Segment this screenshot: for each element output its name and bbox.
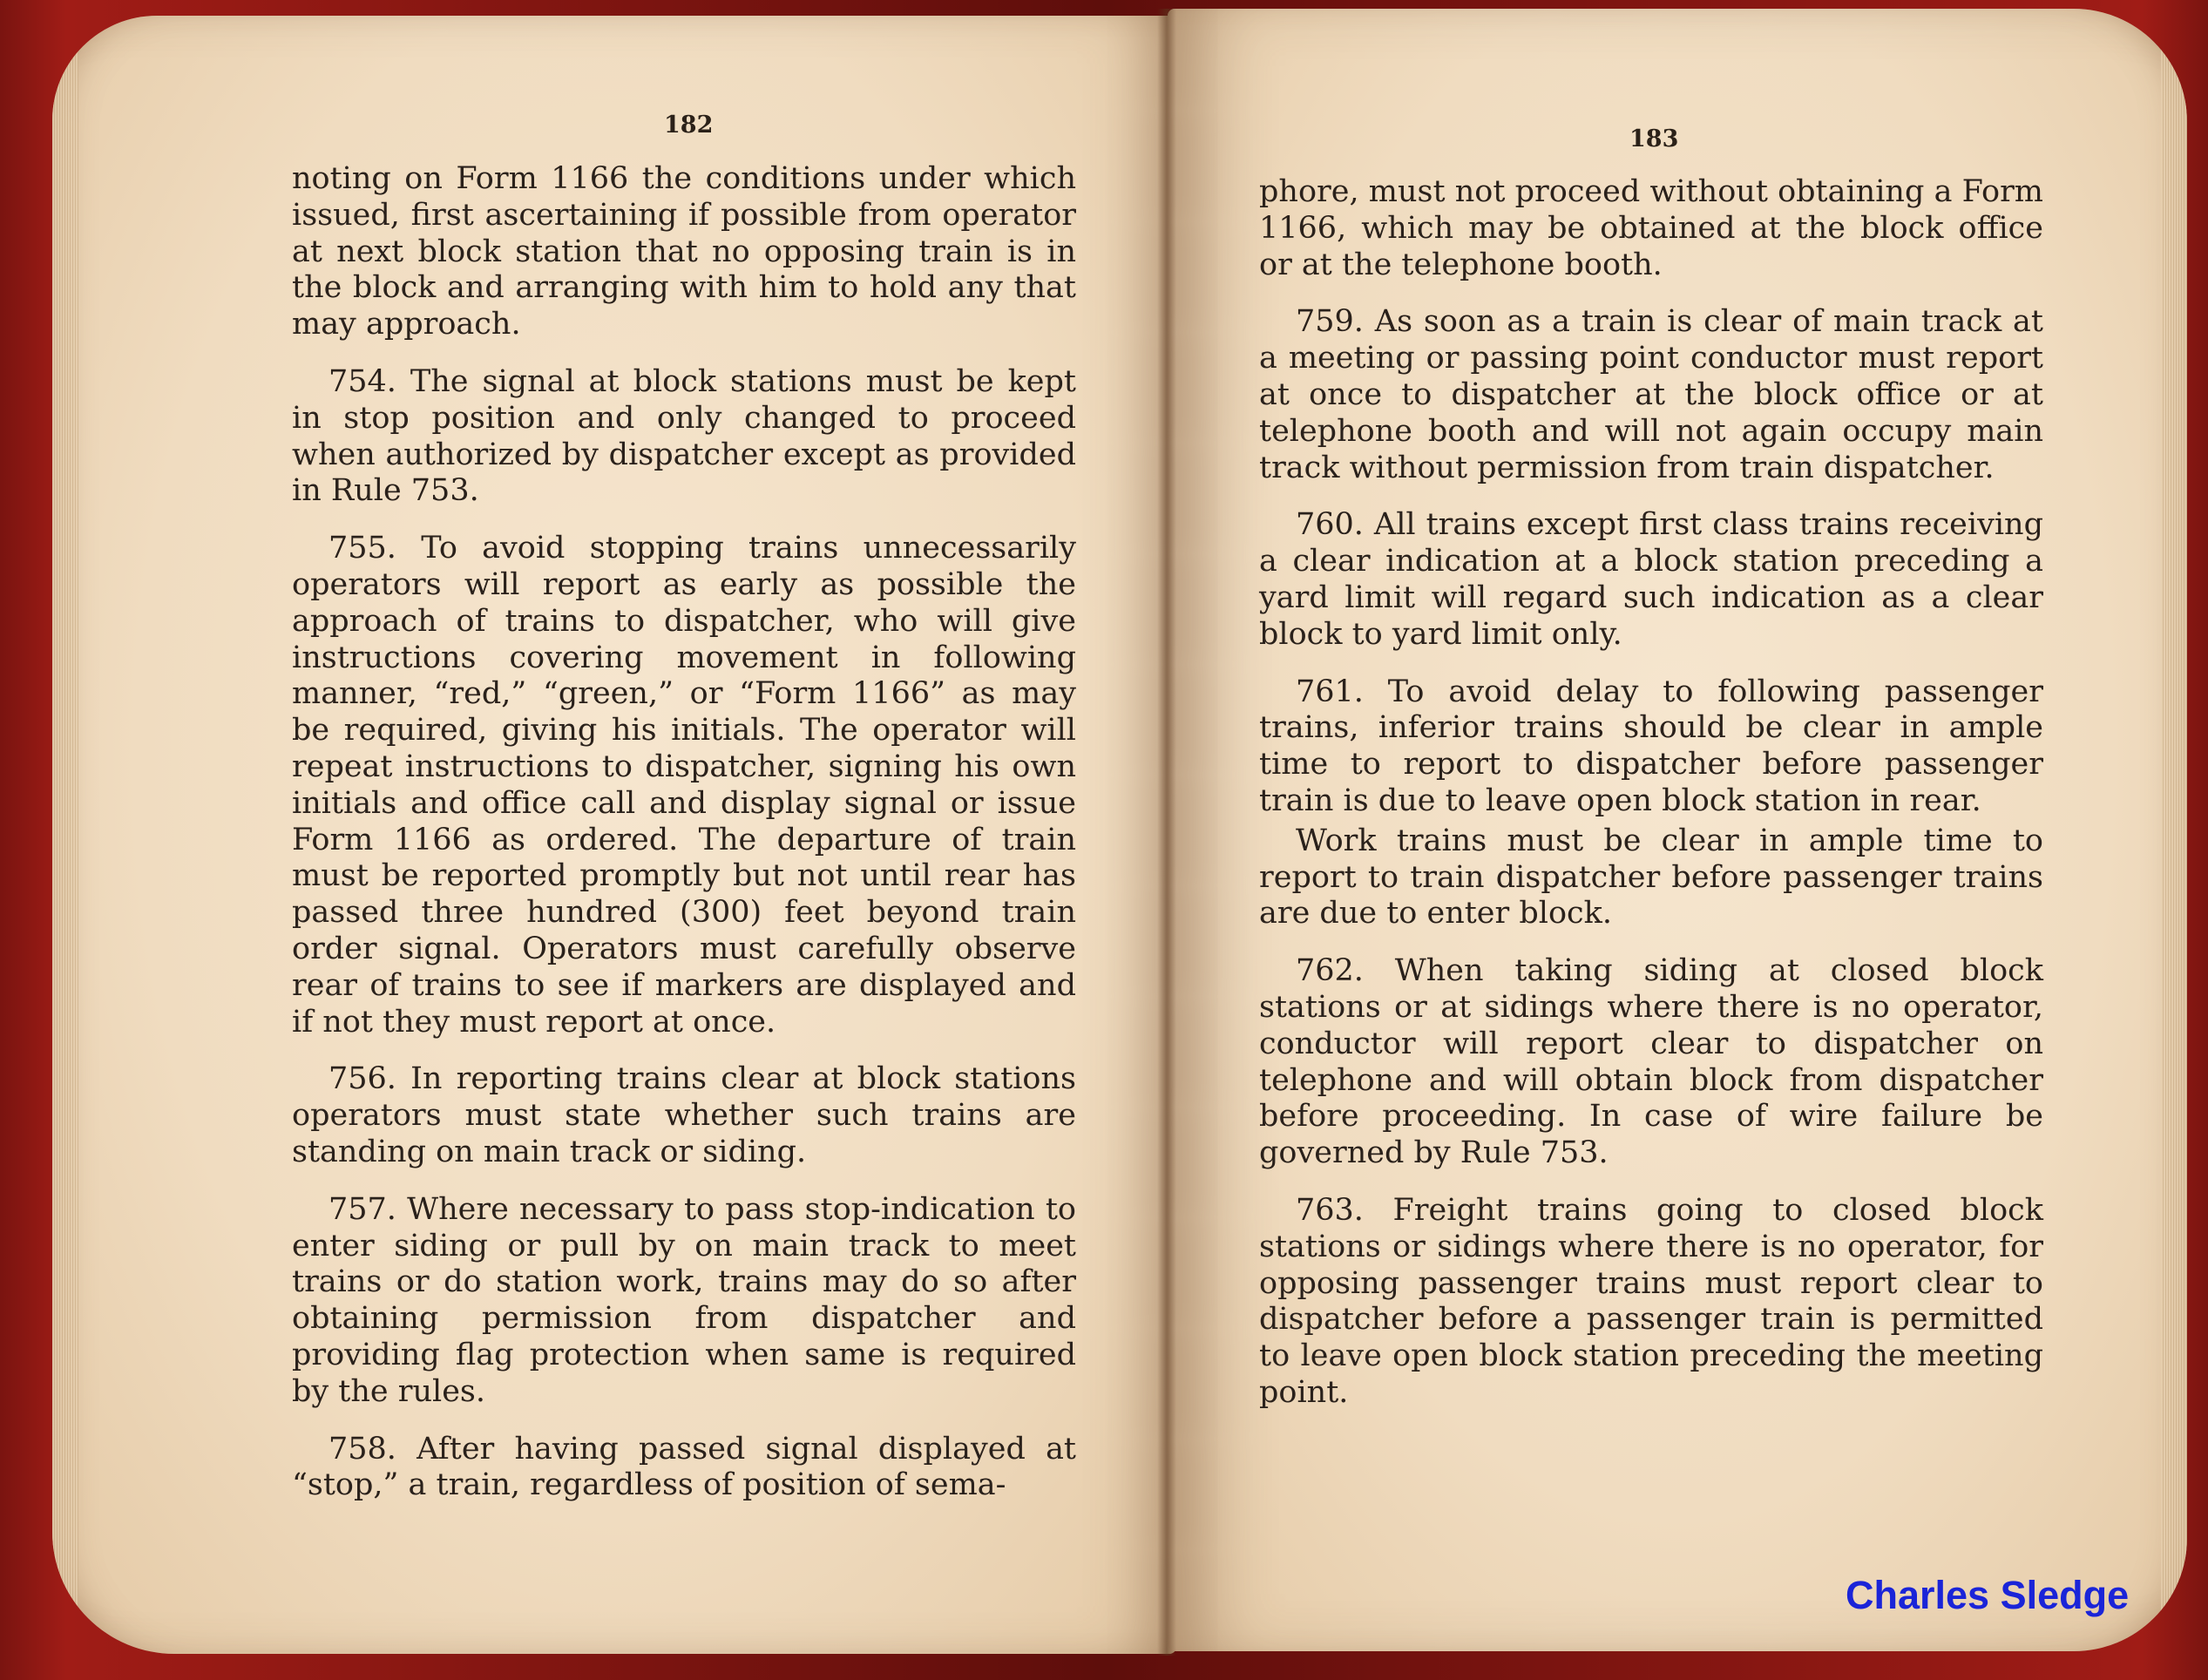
paragraph-rule-759: 759. As soon as a train is clear of main track at a meeting or passing point conductor must report at once to dispatcher at the block office or at telephone booth and will not again occupy main track without permission from train dispatcher. [1259, 304, 2043, 485]
paragraph-rule-754: 754. The signal at block stations must be kept in stop position and only changed to proceed when authorized by dispatcher except as provided in Rule 753. [292, 363, 1076, 509]
book-gutter [1157, 9, 1176, 1656]
paragraph-rule-760: 760. All trains except first class trains receiving a clear indication at a block station preceding a yard limit will regard such indication as a clear block to yard limit only. [1259, 507, 2043, 652]
left-page-number: 182 [664, 112, 714, 139]
right-page-text [1259, 174, 2043, 1412]
paragraph-rule-762: 762. When taking siding at closed block stations or at sidings where there is no operator, conductor will report clear to dispatcher on telephone and will obtain block from dispatcher before proceeding. In case of wire failure be governed by Rule 753. [1259, 953, 2043, 1171]
page-edge [52, 42, 78, 1628]
left-page-text [292, 161, 1076, 1504]
paragraph-rule-755: 755. To avoid stopping trains unnecessarily operators will report as early as possible the approach of trains to dispatcher, who will give instructions covering movement in following manner, “red,” “green,” or “Form 1166” as may be required, giving his initials. The operator will repeat instructions to dispatcher, signing his own initials and office call and display signal or issue Form 1166 as ordered. The departure of train must be reported promptly but not until rear has passed three hundred (300) feet beyond train order signal. Operators must carefully observe rear of trains to see if markers are displayed and if not they must report at once. [292, 531, 1076, 1040]
paragraph-continued: noting on Form 1166 the conditions under which issued, first ascertaining if possible from operator at next block station that no opposing train is in the block and arranging with him to hold any that may approach. [292, 161, 1076, 342]
paragraph-rule-756: 756. In reporting trains clear at block stations operators must state whether such trains are standing on main track or siding. [292, 1061, 1076, 1169]
paragraph-rule-761: 761. To avoid delay to following passenger trains, inferior trains should be clear in ample time to report to dispatcher before passenger train is due to leave open block station in rear. [1259, 674, 2043, 818]
paragraph-rule-763: 763. Freight trains going to closed block stations or sidings where there is no operator, for opposing passenger trains must report clear to dispatcher before a passenger train is permitted to leave open block station preceding the meeting point. [1259, 1192, 2043, 1410]
paragraph-continued: phore, must not proceed without obtaining a Form 1166, which may be obtained at the block office or at the telephone booth. [1259, 174, 2043, 282]
paragraph-rule-757: 757. Where necessary to pass stop-indication to enter siding or pull by on main track to meet trains or do station work, trains may do so after obtaining permission from dispatcher and providing flag protection when same is required by the rules. [292, 1191, 1076, 1409]
page-edge [2161, 35, 2187, 1625]
watermark-credit: Charles Sledge [1846, 1573, 2130, 1617]
paragraph-work-trains: Work trains must be clear in ample time to report to train dispatcher before passenger trains are due to enter block. [1259, 823, 2043, 931]
paragraph-rule-758: 758. After having passed signal displayed at “stop,” a train, regardless of position of sema- [292, 1431, 1076, 1503]
right-page-number: 183 [1629, 125, 1679, 152]
